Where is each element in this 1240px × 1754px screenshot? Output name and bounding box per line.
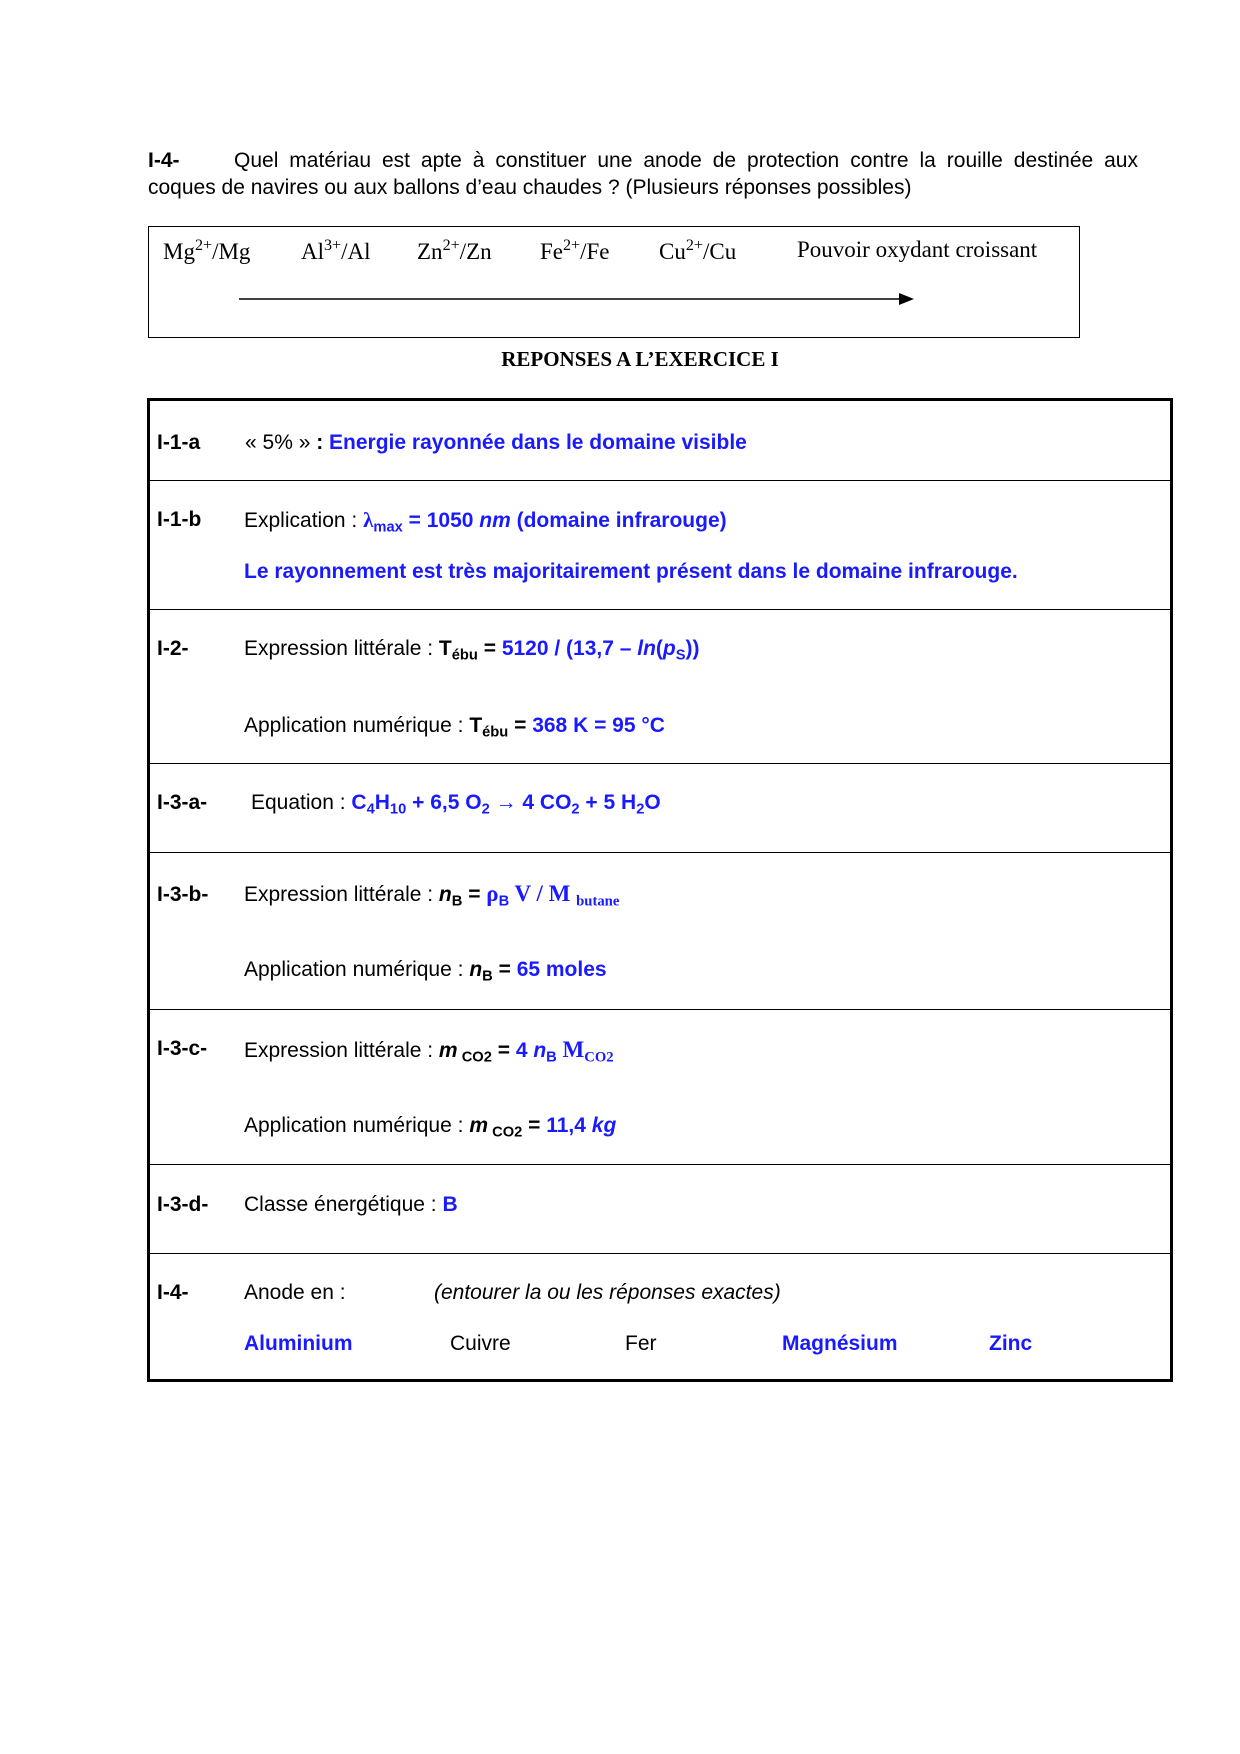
redox-couple-al: $Al^{3+}/Al$ [301,237,371,264]
answer-line-application: Application numérique : $n_B = 65$ moles [244,958,607,985]
row-id: I-1-b [157,508,202,531]
answer-row-i-3-d [150,1165,1170,1254]
answer-line-application: Application numérique : $T_{ébu} = 368$ K = 95 °C [244,714,665,741]
answer-value: Energie rayonnée dans le domaine visible [329,431,747,454]
answer-line-equation: Equation : $C_4H_{10} + 6,5$ $O_2 \to 4$ $CO_2 + 5$ $H_2O$ [251,791,661,818]
answer-row-i-3-c [150,1010,1170,1165]
choice-fer[interactable]: Fer [625,1332,657,1355]
choice-aluminium[interactable]: Aluminium [244,1332,353,1355]
answer-value: B [442,1193,458,1216]
row-id: I-3-c- [157,1037,208,1060]
answer-row-i-4 [150,1254,1170,1379]
answer-table [147,398,1173,1382]
redox-scale-box [148,226,1080,338]
question-text: Quel matériau est apte à constituer une anode de protection contre la rouille destinée aux coques de navires ou aux ballons d’eau chaudes ? (Plusieurs réponses possibles) [148,149,1138,199]
answer-line: Classe énergétique : B [244,1193,458,1216]
answer-line-expression: Expression littérale : m $_{CO2}$ = 4 $n_B$ $M_{CO2}$ [244,1037,614,1066]
row-id: I-2- [157,637,189,660]
choice-magnesium[interactable]: Magnésium [782,1332,898,1355]
answer-row-i-2 [150,610,1170,764]
answer-value: 65 moles [516,958,607,981]
answer-line-expression: Expression littérale : $T_{ébu} = 5120 / (13,7 - \ln(p_S))$ [244,637,700,664]
redox-couple-zn: $Zn^{2+}/Zn$ [417,237,492,264]
arrow-label: Pouvoir oxydant croissant [797,237,1038,262]
question-block [148,147,1138,201]
row-id: I-4- [157,1281,189,1304]
answer-line: « 5% » : Energie rayonnée dans le domaine visible [245,431,747,454]
answer-row-i-1-a [150,401,1170,481]
redox-couple-cu: $Cu^{2+}/Cu$ [659,237,737,264]
choice-cuivre[interactable]: Cuivre [450,1332,511,1355]
answer-line-application: Application numérique : m $_{CO2}$ = 11,4 kg [244,1114,617,1141]
answer-sentence: Le rayonnement est très majoritairement présent dans le domaine infrarouge. [244,560,1018,583]
redox-couple-fe: $Fe^{2+}/Fe$ [540,237,610,264]
row-id: I-1-a [157,431,201,454]
answers-title: REPONSES A L’EXERCICE I [501,347,779,371]
instruction-hint: (entourer la ou les réponses exactes) [434,1281,781,1304]
choice-zinc[interactable]: Zinc [989,1332,1033,1355]
answer-value: 11,4 [546,1114,592,1137]
answer-row-i-1-b [150,481,1170,610]
row-id: I-3-d- [157,1193,209,1216]
question-id: I-4- [148,149,180,172]
redox-couple-mg: $Mg^{2+}/Mg$ [163,237,251,264]
answer-value: 368 K = 95 °C [532,714,665,737]
right-arrow-icon [239,291,914,307]
row-id: I-3-a- [157,791,208,814]
answer-line-expression: Expression littérale : $n_B = \rho_B$ V / M $_{butane}$ [244,881,620,910]
answer-row-i-3-b [150,853,1170,1010]
row-id: I-3-b- [157,883,209,906]
answer-line-explication: Explication : $\lambda_{max} = 1050$ nm (domaine infrarouge) [244,508,727,536]
answer-row-i-3-a [150,764,1170,853]
anode-label: Anode en : [244,1281,346,1304]
